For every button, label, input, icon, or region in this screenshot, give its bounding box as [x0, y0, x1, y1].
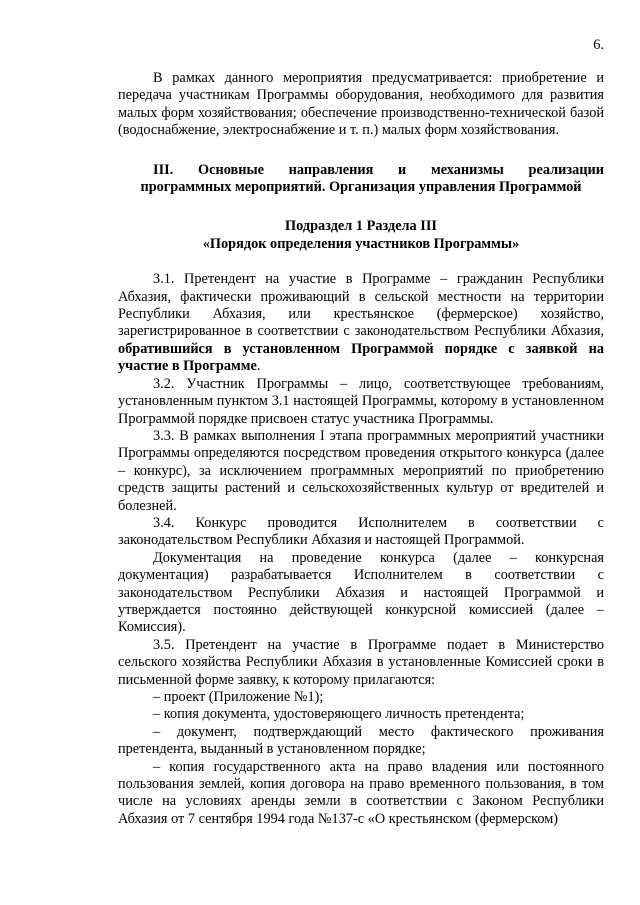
paragraph-3-2: 3.2. Участник Программы – лицо, соответствующее требованиям, установленным пунктом 3.1 настоящей Программы, которому в установленном Программой порядке присвоен статус участника Программы. [118, 375, 604, 427]
section-heading-line1: III. Основные направления и механизмы реализации [153, 161, 604, 178]
list-item: – документ, подтверждающий место фактического проживания претендента, выданный в установленном порядке; [118, 723, 604, 758]
subsection-title-line2: «Порядок определения участников Программы» [202, 235, 520, 252]
page-number: 6. [593, 37, 604, 53]
paragraph-documentation: Документация на проведение конкурса (далее – конкурсная документация) разрабатывается Исполнителем в соответствии с законодательством Республики Абхазия и настоящей Программой и утверждается постоянно действующей конкурсной комиссией (далее – Комиссия). [118, 549, 604, 636]
paragraph-3-1-text: 3.1. Претендент на участие в Программе – гражданин Республики Абхазия, фактически проживающий в сельской местности на территории Республики Абхазия, или крестьянское (фермерское) хозяйство, зарегистрированное в соответствии с законодательством Республики Абхазия, [118, 271, 604, 340]
paragraph-3-4: 3.4. Конкурс проводится Исполнителем в соответствии с законодательством Республики Абхазия и настоящей Программой. [118, 514, 604, 549]
paragraph-3-3: 3.3. В рамках выполнения I этапа программных мероприятий участники Программы определяются посредством проведения открытого конкурса (далее – конкурс), за исключением программных мероприятий по приобретению средств защиты растений и сельскохозяйственных культур от вредителей и болезней. [118, 427, 604, 514]
paragraph-3-1-bold: обратившийся в установленном Программой порядке с заявкой на участие в Программе [118, 340, 604, 375]
intro-paragraph: В рамках данного мероприятия предусматривается: приобретение и передача участникам Программы оборудования, необходимого для развития малых форм хозяйствования; обеспечение производственно-технической базой (водоснабжение, электроснабжение и т. п.) малых форм хозяйствования. [118, 70, 604, 139]
list-item: – копия документа, удостоверяющего личность претендента; [153, 706, 525, 723]
document-body [118, 70, 604, 828]
paragraph-3-5: 3.5. Претендент на участие в Программе подает в Министерство сельского хозяйства Республики Абхазия в установленные Комиссией сроки в письменной форме заявку, к которому прилагаются: [118, 636, 604, 688]
paragraph-3-1-end: . [256, 358, 261, 375]
paragraph-3-1 [118, 271, 604, 375]
list-item: – проект (Приложение №1); [153, 689, 324, 705]
list-item: – копия государственного акта на право владения или постоянного пользования землей, копия договора на право временного пользования, в том числе на условиях аренды земли в соответствии с Законом Республики Абхазия от 7 сентября 1994 года №137-с «О крестьянском (фермерском) [118, 758, 604, 827]
subsection-title-line1: Подраздел 1 Раздела III [285, 218, 437, 235]
section-heading-line2: программных мероприятий. Организация управления Программой [140, 179, 582, 196]
